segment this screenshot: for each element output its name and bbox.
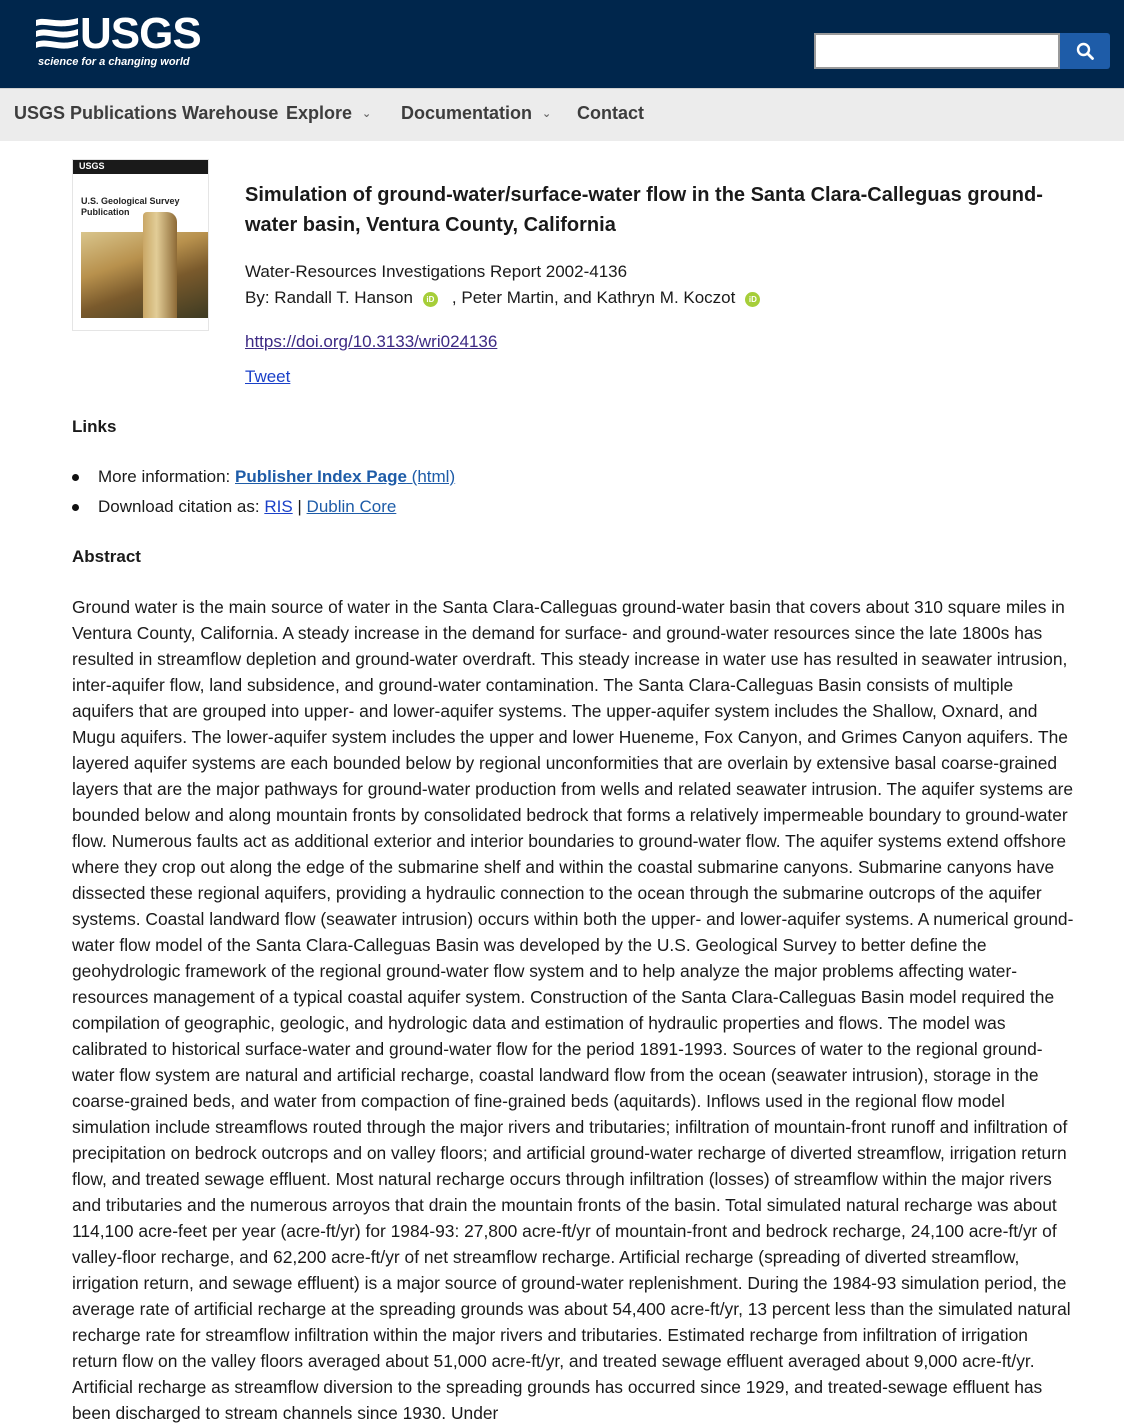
doi-link[interactable]: https://doi.org/10.3133/wri024136 xyxy=(245,332,498,351)
nav-home-label: USGS Publications Warehouse xyxy=(14,103,279,123)
site-header xyxy=(0,0,1124,88)
bullet xyxy=(72,474,79,481)
dublin-core-link[interactable]: Dublin Core xyxy=(306,497,397,516)
nav-explore[interactable] xyxy=(286,103,371,124)
logo-text: USGS xyxy=(80,9,201,58)
search-input[interactable] xyxy=(814,33,1060,69)
by-prefix: By: xyxy=(245,288,275,307)
orcid-icon[interactable]: iD xyxy=(423,292,438,307)
separator: | xyxy=(292,497,307,516)
tweet-link[interactable]: Tweet xyxy=(245,367,291,386)
nav-documentation-label: Documentation xyxy=(401,103,533,123)
nav-contact[interactable] xyxy=(577,103,644,124)
links-heading: Links xyxy=(72,417,117,436)
nav-explore-label: Explore xyxy=(286,103,353,123)
logo-tagline: science for a changing world xyxy=(38,56,190,68)
list-item-text xyxy=(98,467,455,487)
nav-documentation[interactable] xyxy=(401,103,551,124)
publisher-page-type[interactable]: (html) xyxy=(406,467,456,486)
nav-home[interactable] xyxy=(14,103,278,124)
abstract-text: Ground water is the main source of water in the Santa Clara-Calleguas ground-water basin that covers about 310 square miles in Ventura County, California. A steady increase in the demand for surface- and ground-water resources since the late 1800s has resulted in streamflow depletion and ground-water overdraft. This steady increase in water use has resulted in seawater intrusion, inter-aquifer flow, land subsidence, and ground-water contamination. The Santa Clara-Calleguas Basin consists of multiple aquifers that are grouped into upper- and lower-aquifer systems. The upper-aquifer system includes the Shallow, Oxnard, and Mugu aquifers. The lower-aquifer system includes the upper and lower Hueneme, Fox Canyon, and Grimes Canyon aquifers. The layered aquifer systems are each bounded below by regional unconformities that are overlain by extensive basal coarse-grained layers that are the major pathways for ground-water production from wells and related seawater intrusion. The aquifer systems are bounded below and along mountain fronts by consolidated bedrock that forms a relatively impermeable boundary to ground-water flow. Numerous faults act as additional exterior and interior boundaries to ground-water flow. The aquifer systems extend offshore where they crop out along the edge of the submarine shelf and within the coastal submarine canyons. Submarine canyons have dissected these regional aquifers, providing a hydraulic connection to the ocean through the submarine outcrops of the aquifer systems. Coastal landward flow (seawater intrusion) occurs within both the upper- and lower-aquifer systems. A numerical ground-water flow model of the Santa Clara-Calleguas Basin was developed by the U.S. Geological Survey to better define the geohydrologic framework of the regional ground-water flow system and to help analyze the major problems affecting water-resources management of a typical coastal aquifer system. Construction of the Santa Clara-Calleguas Basin model required the compilation of geographic, geologic, and hydrologic data and estimation of hydraulic properties and flows. The model was calibrated to historical surface-water and ground-water flow for the period 1891-1993. Sources of water to the regional ground-water flow system are natural and artificial recharge, coastal landward flow from the ocean (seawater intrusion), storage in the coarse-grained beds, and water from compaction of fine-grained beds (aquitards). Inflows used in the regional flow model simulation include streamflows routed through the major rivers and tributaries; infiltration of mountain-front runoff and infiltration of precipitation on bedrock outcrops and on valley floors; and artificial ground-water recharge of diverted streamflow, irrigation return flow, and treated sewage effluent. Most natural recharge occurs through infiltration (losses) of streamflow within the major rivers and tributaries and the numerous arroyos that drain the mountain fronts of the basin. Total simulated natural recharge was about 114,100 acre-feet per year (acre-ft/yr) for 1984-93: 27,800 acre-ft/yr of mountain-front and bedrock recharge, 24,100 acre-ft/yr of valley-floor recharge, and 62,200 acre-ft/yr of net streamflow recharge. Artificial recharge (spreading of diverted streamflow, irrigation return, and sewage effluent) is a major source of ground-water replenishment. During the 1984-93 simulation period, the average rate of artificial recharge at the spreading grounds was about 54,400 acre-ft/yr, 13 percent less than the simulated natural recharge rate for streamflow infiltration within the major rivers and tributaries. Estimated recharge from infiltration of irrigation return flow on the valley floors averaged about 51,000 acre-ft/yr, and treated sewage effluent averaged about 9,000 acre-ft/yr. Artificial recharge as streamflow diversion to the spreading grounds has occurred since 1929, and treated-sewage effluent has been discharged to stream channels since 1930. Under xyxy=(72,597,1074,1423)
cover-rock-formation xyxy=(143,212,177,318)
chevron-down-icon: ⌄ xyxy=(542,108,552,120)
publication-cover-thumbnail[interactable] xyxy=(72,159,209,331)
list-item-text xyxy=(98,497,396,517)
ris-link[interactable]: RIS xyxy=(264,497,293,516)
nav-contact-label: Contact xyxy=(577,103,644,123)
publisher-index-page-link[interactable]: Publisher Index Page xyxy=(235,467,407,486)
usgs-logo[interactable] xyxy=(36,9,201,72)
abstract-heading: Abstract xyxy=(72,547,141,566)
usgs-wave-icon xyxy=(36,14,78,54)
publication-title: Simulation of ground-water/surface-water flow in the Santa Clara-Calleguas ground-water basin, Ventura County, California xyxy=(245,184,1043,236)
search-button[interactable] xyxy=(1060,33,1110,69)
cover-brand: USGS xyxy=(79,161,105,171)
more-info-label: More information: xyxy=(98,467,235,486)
cover-brand-bar xyxy=(73,160,209,174)
orcid-icon[interactable]: iD xyxy=(745,292,760,307)
bullet xyxy=(72,504,79,511)
chevron-down-icon: ⌄ xyxy=(362,108,372,120)
publication-authors xyxy=(245,288,774,308)
author-link[interactable]: Randall T. Hanson xyxy=(274,288,413,307)
citation-label: Download citation as: xyxy=(98,497,265,516)
author-link[interactable]: , Peter Martin, and Kathryn M. Koczot xyxy=(451,288,736,307)
cover-title: U.S. Geological Survey Publication xyxy=(81,196,180,217)
search-icon xyxy=(1076,42,1094,60)
publication-series: Water-Resources Investigations Report 2002-4136 xyxy=(245,262,628,281)
main-nav xyxy=(0,88,1124,141)
